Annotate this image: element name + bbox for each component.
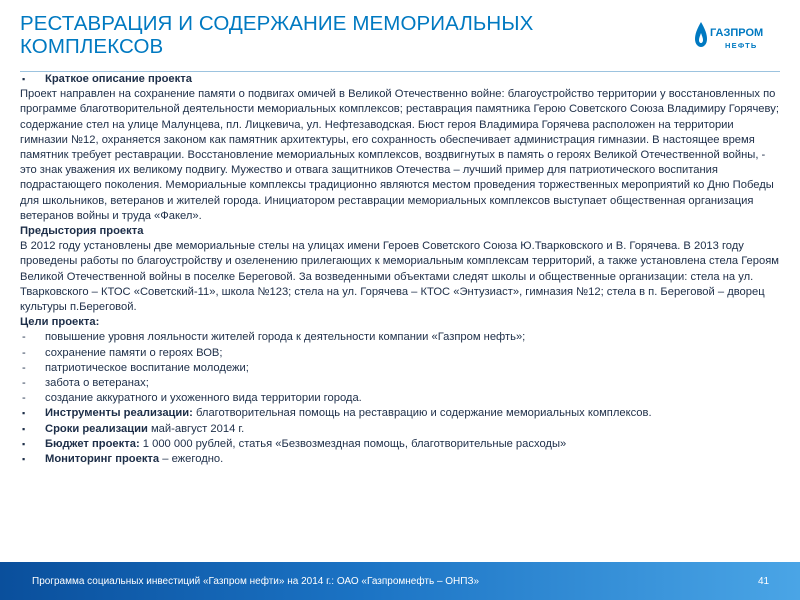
bullet-square-icon: ▪ [22, 408, 26, 419]
page-title [20, 12, 640, 58]
section1-heading-row [20, 72, 780, 87]
budget-text: 1 000 000 рублей, статья «Безвозмездная помощь, благотворительные расходы» [139, 437, 567, 450]
goals-list [20, 330, 780, 406]
list-item: - патриотическое воспитание молодежи; [20, 361, 780, 376]
bullet-square-icon: ▪ [22, 74, 26, 84]
page-number: 41 [758, 576, 770, 587]
monitoring-text: – ежегодно. [159, 453, 224, 466]
list-item: - забота о ветеранах; [20, 376, 780, 391]
footer-bar [0, 562, 800, 600]
logo-text-bottom: НЕФТЬ [725, 41, 758, 50]
dash-bullet-icon: - [22, 392, 26, 405]
bullet-square-icon: ▪ [22, 438, 26, 449]
section2-heading: Предыстория проекта [20, 225, 144, 238]
list-item: - сохранение памяти о героях ВОВ; [20, 346, 780, 361]
timeline-label: Сроки реализации [45, 422, 148, 435]
gazprom-neft-logo [692, 20, 772, 60]
tools-text: благотворительная помощь на реставрацию и содержание мемориальных комплексов. [192, 407, 652, 420]
section2-text: В 2012 году установлены две мемориальные стелы на улицах имени Героев Советского Союза Ю.Тварковского и В. Горячева. В 2013 году проведены работы по благоустройству и озеленению прилегающих к мемориальным комплексам территорий, а также установлена стела Героям Великой Отечественной войны в поселке Береговой. За возведенными объектами следят школы и общественные организации: стела на ул. Тварковского – КТОС «Советский-11», школа №123; стела на ул. Горячева – КТОС «Энтузиаст», гимназия №12; стела в п. Береговой – дворец культуры п.Береговой. [20, 240, 779, 314]
timeline-text: май-август 2014 г. [147, 422, 245, 435]
tools-label: Инструменты реализации: [45, 407, 193, 420]
main-content [20, 72, 780, 467]
section1-text: Проект направлен на сохранение памяти о подвигах омичей в Великой Отечественно войне: благоустройство территории у восстановленных по программе благотворительной деятельности мемориальных комплексов; реставрация памятника Герою Советского Союза Владимиру Горячеву; содержание стел на улице Малунцева, пл. Лицкевича, ул. Нефтезаводская. Бюст героя Владимира Горячева расположен на территории гимназии №12, охраняется законом как памятник архитектуры, его сохранность обеспечивает администрация гимназии. В настоящее время памятник требует реставрации. Восстановление мемориальных комплексов, воздвигнутых в память о героях Великой Отечественной войны, - это знак уважения их великому подвигу. Мужество и отвага защитников Отечества – лучший пример для патриотического воспитания подрастающего поколения. Мемориальные комплексы традиционно являются местом проведения торжественных мероприятий ко Дню Победы для школьников, ветеранов и жителей города. Инициатором реставрации мемориальных комплексов выступает общественная организация ветеранов войны и труда «Факел». [20, 88, 779, 222]
dash-bullet-icon: - [22, 331, 26, 344]
goals-heading: Цели проекта: [20, 316, 100, 329]
budget-row [20, 437, 780, 452]
section1-heading: Краткое описание проекта [45, 73, 192, 85]
dash-bullet-icon: - [22, 377, 26, 390]
budget-label: Бюджет проекта: [45, 437, 140, 450]
monitoring-label: Мониторинг проекта [45, 453, 160, 466]
title-line-1: РЕСТАВРАЦИЯ И СОДЕРЖАНИЕ МЕМОРИАЛЬНЫХ [20, 12, 534, 35]
dash-bullet-icon: - [22, 361, 26, 374]
bullet-square-icon: ▪ [22, 423, 26, 434]
bullet-square-icon: ▪ [22, 454, 26, 465]
footer-text: Программа социальных инвестиций «Газпром нефти» на 2014 г.: ОАО «Газпромнефть – ОНПЗ» [32, 576, 480, 587]
list-item: - повышение уровня лояльности жителей города к деятельности компании «Газпром нефть»; [20, 330, 780, 345]
dash-bullet-icon: - [22, 346, 26, 359]
logo-text-top: ГАЗПРОМ [710, 27, 764, 39]
flame-icon [692, 20, 772, 60]
list-item: - создание аккуратного и ухоженного вида территории города. [20, 391, 780, 406]
timeline-row [20, 422, 780, 437]
tools-row [20, 406, 780, 421]
title-line-2: КОМПЛЕКСОВ [20, 35, 164, 58]
monitoring-row [20, 452, 780, 467]
